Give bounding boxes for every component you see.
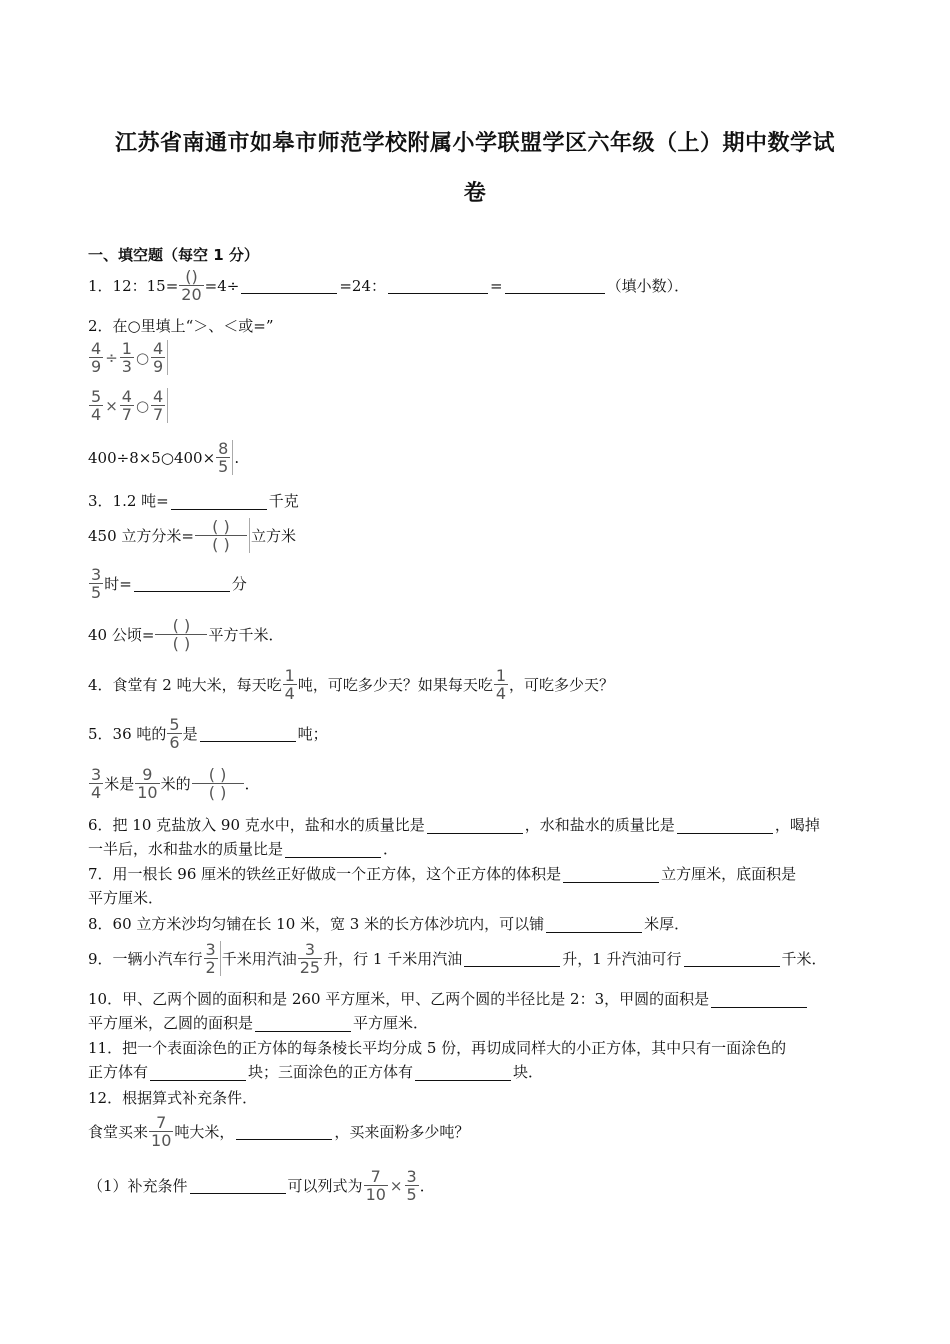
question-11-cont: [88, 1062, 543, 1082]
q1-text: 1．12：15=: [88, 276, 179, 295]
answer-blank[interactable]: [241, 277, 337, 294]
question-5-row-2: [88, 766, 260, 801]
q12-text: ，买来面粉多少吨？: [334, 1122, 470, 1141]
question-6-cont: [88, 839, 398, 859]
answer-blank[interactable]: [150, 1064, 246, 1081]
question-8: [88, 914, 689, 934]
question-2-row-1: [88, 340, 169, 375]
q12-text: 吨大米，: [174, 1122, 235, 1141]
fraction: $\frac{4}{9}$: [151, 340, 168, 375]
answer-blank[interactable]: [464, 950, 560, 967]
q4-text: 吨，可吃多少天？如果每天吃: [297, 675, 493, 694]
question-12-heading: 12．根据算式补充条件．: [88, 1089, 258, 1107]
q6-text: 6．把 10 克盐放入 90 克水中，盐和水的质量比是: [88, 816, 425, 834]
page-title-line1: 江苏省南通市如皋市师范学校附属小学联盟学区六年级（上）期中数学试: [114, 131, 835, 156]
q12-text: 可以列式为: [287, 1176, 363, 1195]
fraction: $\frac{3}{2}$: [204, 941, 221, 976]
fraction: $\frac{1}{4}$: [495, 666, 507, 703]
question-6: [88, 815, 820, 835]
q3-text: 40 公顷=: [88, 625, 155, 644]
q3-text: 时=: [104, 574, 132, 593]
q6-text: ，喝掉: [774, 816, 820, 834]
q1-text: =: [490, 276, 503, 295]
q7-text: 立方厘米，底面积是: [661, 865, 797, 883]
q5-text: 米是: [104, 774, 135, 793]
fraction: $\frac{9}{10}$: [137, 765, 158, 802]
answer-blank[interactable]: [505, 277, 605, 294]
answer-blank[interactable]: [427, 817, 523, 834]
answer-blank[interactable]: [415, 1064, 511, 1081]
fraction: $\frac{3}{5}$: [91, 565, 102, 602]
q9-text: 千米．: [781, 949, 827, 968]
fraction-blank[interactable]: $\frac{( )}{( )}$: [155, 617, 207, 652]
fraction: $\frac{()}{20}$: [181, 267, 202, 304]
answer-blank[interactable]: [711, 991, 807, 1008]
q8-text: 米厚．: [644, 915, 690, 933]
page-title-line2: 卷: [463, 181, 487, 206]
fraction: $\frac{7}{10}$: [365, 1167, 386, 1204]
q6-text: ．: [383, 840, 399, 858]
q7-text: 平方厘米．: [88, 889, 164, 907]
fraction-blank[interactable]: $\frac{( )}{( )}$: [195, 518, 250, 553]
answer-blank[interactable]: [255, 1015, 351, 1032]
question-12: [88, 1114, 469, 1149]
q2-text: 400÷8×5○400×: [88, 448, 216, 467]
question-2-heading: 2．在○里填上“＞、＜或=”: [88, 317, 274, 335]
fraction: $\frac{3}{5}$: [406, 1167, 417, 1204]
q6-text: ，水和盐水的质量比是: [524, 816, 675, 834]
q12-text: ．: [419, 1176, 435, 1195]
question-11: [88, 1038, 786, 1058]
q7-text: 7．用一根长 96 厘米的铁丝正好做成一个正方体，这个正方体的体积是: [88, 865, 562, 883]
q4-text: 4．食堂有 2 吨大米，每天吃: [88, 675, 282, 694]
fraction: $\frac{4}{9}$: [91, 339, 102, 376]
fraction: $\frac{5}{6}$: [169, 715, 180, 752]
question-7-cont: [88, 888, 163, 908]
q3-text: 平方千米．: [208, 625, 284, 644]
question-12-sub-1: [88, 1168, 435, 1203]
fraction: $\frac{5}{4}$: [91, 387, 102, 424]
compare-circle[interactable]: ○: [135, 348, 150, 367]
divide-sign: ÷: [105, 348, 118, 367]
q1-text: =4÷: [204, 276, 240, 295]
question-2-row-2: [88, 388, 169, 423]
answer-blank[interactable]: [236, 1123, 332, 1140]
fraction: $\frac{3}{25}$: [299, 940, 321, 977]
answer-blank[interactable]: [134, 575, 230, 592]
fraction: $\frac{3}{4}$: [91, 765, 102, 802]
question-3-d: [88, 617, 283, 652]
q12-text: （1）补充条件: [88, 1176, 188, 1195]
q11-text: 块；三面涂色的正方体有: [248, 1063, 414, 1081]
q12-text: 食堂买来: [88, 1122, 149, 1141]
fraction: $\frac{1}{3}$: [121, 339, 132, 376]
question-3-c: [88, 566, 247, 601]
q5-text: 5．36 吨的: [88, 724, 167, 743]
answer-blank[interactable]: [171, 493, 267, 510]
q10-text: 平方厘米，乙圆的面积是: [88, 1014, 254, 1032]
q9-text: 9．一辆小汽车行: [88, 949, 203, 968]
compare-circle[interactable]: ○: [135, 396, 150, 415]
question-1: [88, 268, 689, 303]
question-10: [88, 989, 809, 1009]
section-heading: 一、填空题（每空 1 分）: [88, 246, 259, 264]
fraction: $\frac{8}{5}$: [216, 440, 233, 475]
question-10-cont: [88, 1013, 428, 1033]
q2-text: .: [234, 448, 240, 467]
fraction: $\frac{4}{7}$: [121, 387, 132, 424]
answer-blank[interactable]: [190, 1177, 286, 1194]
q11-text: 11．把一个表面涂色的正方体的每条棱长平均分成 5 份，再切成同样大的小正方体，其中只有一面涂色的: [88, 1039, 787, 1057]
q9-text: 千米用汽油: [221, 949, 297, 968]
fraction: $\frac{7}{10}$: [151, 1113, 172, 1150]
q4-text: ，可吃多少天？: [509, 675, 615, 694]
question-9: [88, 941, 827, 976]
q3-text: 分: [231, 574, 247, 593]
q1-text: （填小数）．: [606, 276, 690, 295]
fraction-blank[interactable]: $\frac{( )}{( )}$: [192, 766, 244, 801]
q3-text: 450 立方分米=: [88, 526, 194, 545]
question-2-row-3: [88, 440, 239, 475]
fraction: $\frac{4}{7}$: [151, 388, 168, 423]
answer-blank[interactable]: [388, 277, 488, 294]
fraction: $\frac{1}{4}$: [284, 666, 295, 703]
question-7: [88, 864, 796, 884]
question-4: [88, 667, 614, 702]
q9-text: 升，1 升汽油可行: [562, 949, 682, 968]
q3-text: 千克: [268, 492, 299, 510]
q10-text: 平方厘米．: [353, 1014, 429, 1032]
q3-text: 3．1.2 吨=: [88, 492, 169, 510]
q1-text: =24：: [339, 276, 386, 295]
times-sign: ×: [105, 396, 118, 415]
q9-text: 升，行 1 千米用汽油: [323, 949, 463, 968]
q11-text: 块．: [513, 1063, 544, 1081]
q11-text: 正方体有: [88, 1063, 149, 1081]
answer-blank[interactable]: [684, 950, 780, 967]
question-5: [88, 716, 328, 751]
q10-text: 10．甲、乙两个圆的面积和是 260 平方厘米，甲、乙两个圆的半径比是 2：3，甲圆的面积是: [88, 990, 710, 1008]
answer-blank[interactable]: [546, 916, 642, 933]
q5-text: ．: [244, 774, 260, 793]
q5-text: 是: [182, 724, 198, 743]
answer-blank[interactable]: [677, 817, 773, 834]
answer-blank[interactable]: [285, 841, 381, 858]
times-sign: ×: [389, 1176, 403, 1195]
answer-blank[interactable]: [200, 725, 296, 742]
q5-text: 米的: [160, 774, 191, 793]
question-3-b: [88, 518, 296, 553]
q3-text: 立方米: [250, 526, 296, 545]
q8-text: 8．60 立方米沙均匀铺在长 10 米，宽 3 米的长方体沙坑内，可以铺: [88, 915, 545, 933]
q6-text: 一半后，水和盐水的质量比是: [88, 840, 284, 858]
answer-blank[interactable]: [563, 866, 659, 883]
question-3-a: [88, 491, 299, 511]
q5-text: 吨；: [297, 724, 328, 743]
